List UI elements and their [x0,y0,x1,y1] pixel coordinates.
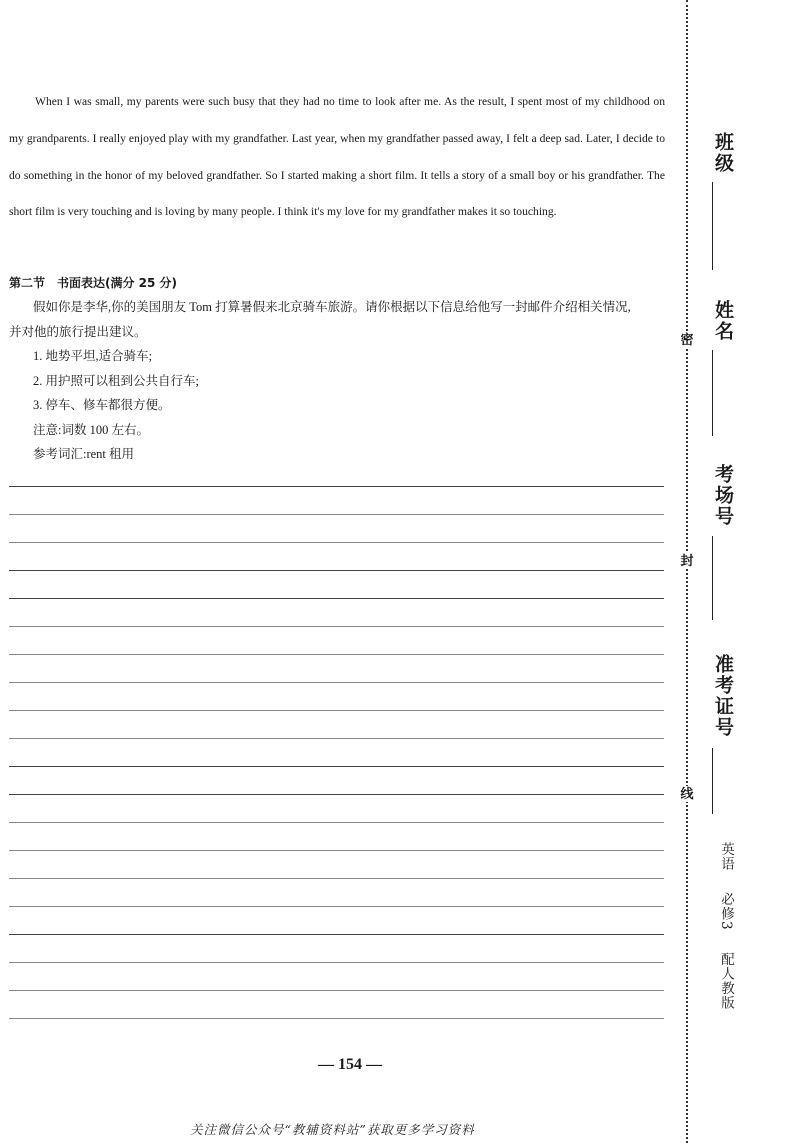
section-title: 书面表达(满分 25 分) [57,276,178,290]
answer-line [9,906,664,907]
task-note: 注意:词数 100 左右。 [33,422,149,437]
binding-dotted-line [686,0,688,1143]
answer-line [9,850,664,851]
essay-passage [9,84,665,231]
answer-line [9,738,664,739]
writing-task-section [9,271,669,467]
book-volume: 必修3 [718,892,734,931]
seal-mark-mi: 密 [680,332,694,347]
class-field-blank[interactable] [712,182,713,270]
name-field-blank[interactable] [712,350,713,436]
answer-line [9,766,664,767]
answer-line [9,514,664,515]
book-info [708,842,736,1026]
answer-line [9,682,664,683]
class-field-label: 班级 [712,132,734,174]
answer-line [9,962,664,963]
section-number: 第二节 [9,276,46,290]
admission-number-field-blank[interactable] [712,748,713,814]
exam-room-field-blank[interactable] [712,536,713,620]
section-heading [9,271,669,295]
book-subject: 英语 [718,842,734,871]
seal-mark-feng: 封 [680,553,694,568]
answer-line [9,934,664,935]
answer-line [9,570,664,571]
answer-line [9,990,664,991]
name-field-label: 姓名 [712,300,734,342]
answer-line [9,654,664,655]
passage-text: When I was small, my parents were such busy that they had no time to look after me. As the result, I spent most of my childhood on my grandparents. I really enjoyed play with my grandfather. Last year, when my grandfather passed away, I felt a deep sad. Later, I decide to do something in the honor of my beloved grandfather. So I started making a short film. It tells a story of a small boy or his grandfather. The short film is very touching and is loving by many people. I think it's my love for my grandfather makes it so touching. [9,95,665,219]
answer-line [9,486,664,487]
exam-room-field-label: 考场号 [712,464,734,527]
answer-line [9,598,664,599]
task-item-2: 2. 用护照可以租到公共自行车; [33,373,199,388]
answer-line [9,626,664,627]
admission-number-field-label: 准考证号 [712,654,734,738]
answer-line [9,542,664,543]
answer-line [9,822,664,823]
answer-line [9,710,664,711]
book-edition: 配人教版 [718,952,734,1011]
task-prompt-line-2: 并对他的旅行提出建议。 [9,324,147,339]
answer-line [9,878,664,879]
task-item-1: 1. 地势平坦,适合骑车; [33,349,153,363]
footer-note: 关注微信公众号“教辅资料站”获取更多学习资料 [190,1122,475,1137]
answer-writing-area[interactable] [9,486,664,1046]
page-number: — 154 — [318,1056,382,1073]
answer-line [9,1018,664,1019]
task-item-3: 3. 停车、修车都很方便。 [33,398,171,412]
seal-mark-xian: 线 [680,786,694,801]
task-prompt-line-1: 假如你是李华,你的美国朋友 Tom 打算暑假来北京骑车旅游。请你根据以下信息给他写一封邮件介绍相关情况, [33,300,631,314]
task-vocab: 参考词汇:rent 租用 [33,447,135,461]
answer-line [9,794,664,795]
